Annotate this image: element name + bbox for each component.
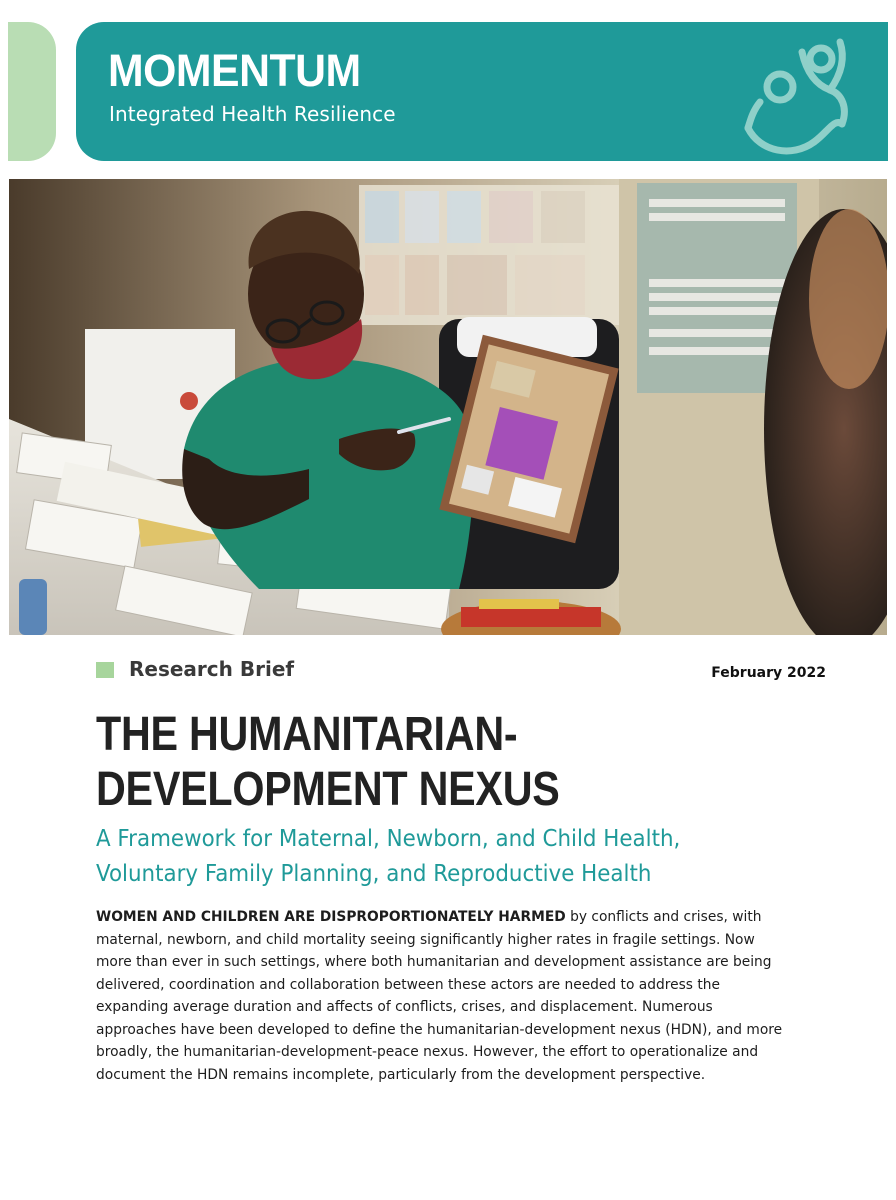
- intro-line: maternal, newborn, and child mortality seeing significantly higher rates in fragile settings. Now: [96, 930, 755, 948]
- intro-line: document the HDN remains incomplete, particularly from the development perspective.: [96, 1065, 706, 1083]
- publication-date: February 2022: [711, 665, 826, 681]
- title-line-2: DEVELOPMENT NEXUS: [96, 763, 560, 816]
- intro-lead: WOMEN AND CHILDREN ARE DISPROPORTIONATELY HARMED: [96, 908, 566, 925]
- intro-line: more than ever in such settings, where both humanitarian and development assistance are being: [96, 953, 772, 970]
- title-line-1: THE HUMANITARIAN-: [96, 708, 518, 761]
- brief-meta-row: [96, 656, 836, 688]
- health-worker-photo: [9, 179, 887, 635]
- page-title: [96, 707, 715, 817]
- subtitle-line-1: A Framework for Maternal, Newborn, and Child Health,: [96, 826, 681, 852]
- research-brief-label: Research Brief: [129, 657, 295, 681]
- intro-line: broadly, the humanitarian-development-peace nexus. However, the effort to operationalize and: [96, 1043, 759, 1060]
- brand-name: MOMENTUM: [108, 45, 361, 96]
- intro-paragraph: [96, 906, 795, 1086]
- page-subtitle: [96, 822, 803, 892]
- intro-line: delivered, coordination and collaboration between these actors are needed to address the: [96, 975, 720, 993]
- intro-line: approaches have been developed to define the humanitarian-development nexus (HDN), and more: [96, 1020, 783, 1038]
- research-brief-marker: [96, 662, 114, 678]
- header-banner: [76, 22, 888, 161]
- intro-line: by conflicts and crises, with: [565, 908, 762, 925]
- brand-tagline: Integrated Health Resilience: [109, 102, 396, 126]
- intro-line: expanding average duration and affects of conflicts, crises, and displacement. Numerous: [96, 998, 713, 1015]
- momentum-figures-logo-icon: [730, 32, 860, 161]
- header-accent-tab: [8, 22, 56, 161]
- subtitle-line-2: Voluntary Family Planning, and Reproductive Health: [96, 861, 652, 887]
